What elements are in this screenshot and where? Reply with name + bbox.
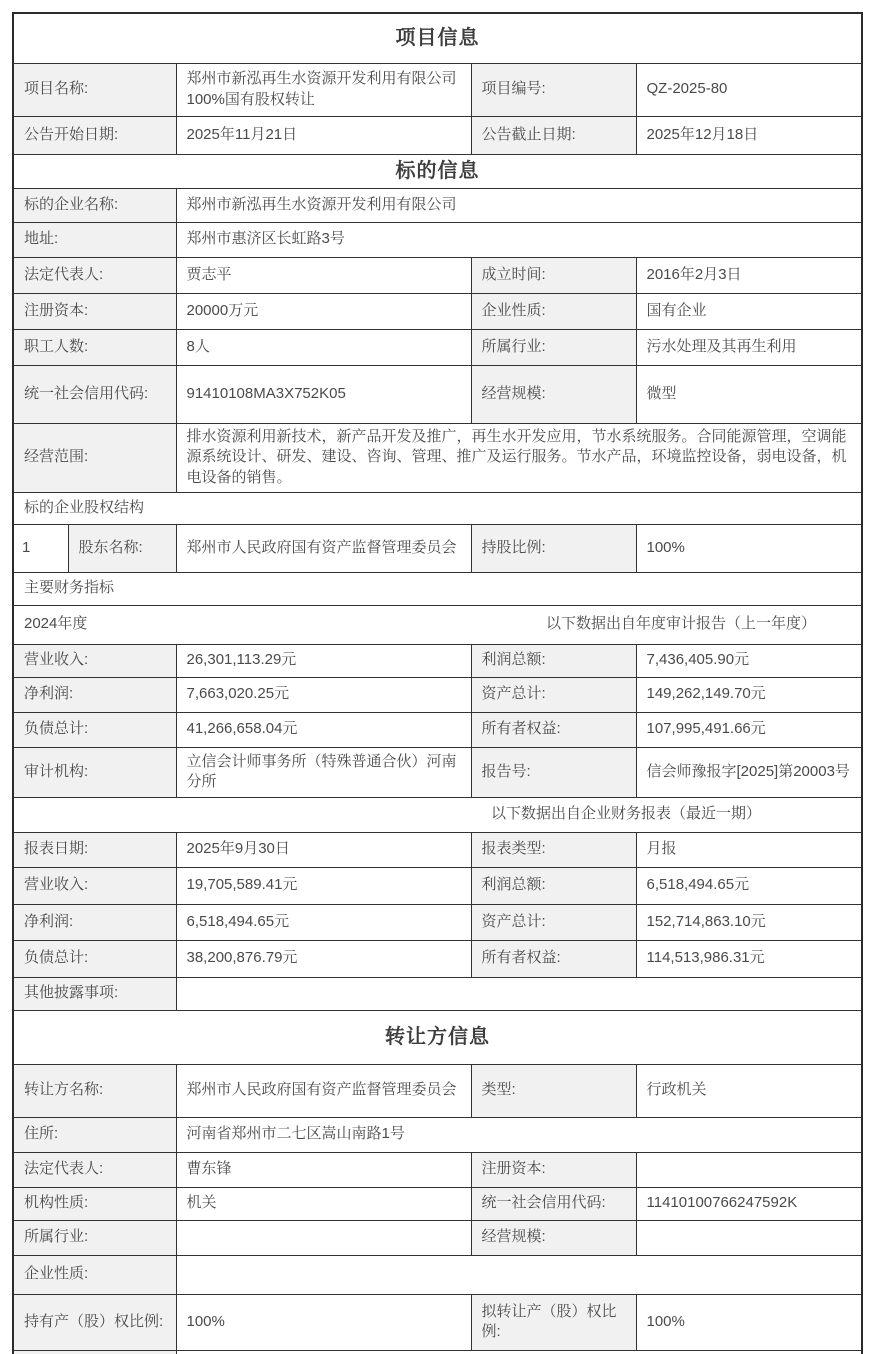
field-label: 营业收入: bbox=[13, 867, 176, 904]
finance-title: 主要财务指标 bbox=[13, 572, 862, 605]
field-label: 项目编号: bbox=[471, 63, 636, 116]
row-audit-source bbox=[13, 605, 862, 644]
field-label: 经营规模: bbox=[471, 1220, 636, 1255]
field-label: 统一社会信用代码: bbox=[13, 365, 176, 423]
field-value: 2025年12月18日 bbox=[636, 116, 862, 154]
audit-source-note: 以下数据出自年度审计报告（上一年度） bbox=[546, 615, 817, 633]
field-label: 转让方名称: bbox=[13, 1064, 176, 1117]
field-value: 91410108MA3X752K05 bbox=[176, 365, 471, 423]
field-value: 8人 bbox=[176, 329, 471, 365]
field-value: 郑州市新泓再生水资源开发利用有限公司 bbox=[176, 188, 862, 222]
audit-source-cell bbox=[13, 605, 862, 644]
section-header-transferor bbox=[13, 1010, 862, 1064]
field-label: 地址: bbox=[13, 222, 176, 257]
row-target-name bbox=[13, 188, 862, 222]
row-business-scope bbox=[13, 423, 862, 492]
audit-year: 2024年度 bbox=[24, 615, 88, 633]
row-transferor-ent-nature bbox=[13, 1255, 862, 1294]
field-value bbox=[176, 977, 862, 1010]
field-label: 所有者权益: bbox=[471, 940, 636, 977]
row-transferor-name bbox=[13, 1064, 862, 1117]
field-label: 利润总额: bbox=[471, 867, 636, 904]
row-shareholder bbox=[13, 524, 862, 572]
field-value: 19,705,589.41元 bbox=[176, 867, 471, 904]
field-value: 6,518,494.65元 bbox=[636, 867, 862, 904]
field-label: 经营规模: bbox=[471, 365, 636, 423]
field-value: 月报 bbox=[636, 832, 862, 867]
row-audit-netprofit bbox=[13, 677, 862, 712]
row-transferor-industry bbox=[13, 1220, 862, 1255]
row-report-date bbox=[13, 832, 862, 867]
field-value: 100% bbox=[636, 524, 862, 572]
shareholder-index: 1 bbox=[13, 524, 68, 572]
field-value: 7,436,405.90元 bbox=[636, 644, 862, 677]
field-label: 持股比例: bbox=[471, 524, 636, 572]
field-value bbox=[176, 1350, 862, 1354]
row-reg-capital bbox=[13, 293, 862, 329]
field-label: 资产总计: bbox=[471, 904, 636, 940]
field-label: 利润总额: bbox=[471, 644, 636, 677]
row-equity-title bbox=[13, 492, 862, 524]
field-value: 2016年2月3日 bbox=[636, 257, 862, 293]
row-target-address bbox=[13, 222, 862, 257]
field-label: 经营范围: bbox=[13, 423, 176, 492]
field-value: 郑州市新泓再生水资源开发利用有限公司100%国有股权转让 bbox=[176, 63, 471, 116]
field-label: 企业性质: bbox=[471, 293, 636, 329]
field-label: 所属行业: bbox=[13, 1220, 176, 1255]
field-label: 统一社会信用代码: bbox=[471, 1187, 636, 1220]
field-value: 污水处理及其再生利用 bbox=[636, 329, 862, 365]
field-label: 持有产（股）权比例: bbox=[13, 1294, 176, 1350]
field-label: 法定代表人: bbox=[13, 1152, 176, 1187]
field-label: 职工人数: bbox=[13, 329, 176, 365]
row-transferor-legal-rep bbox=[13, 1152, 862, 1187]
field-value bbox=[636, 1152, 862, 1187]
section-header-target bbox=[13, 154, 862, 188]
section-title-project: 项目信息 bbox=[13, 13, 862, 63]
field-label: 标的企业名称: bbox=[13, 188, 176, 222]
row-finance-title bbox=[13, 572, 862, 605]
field-value: 贾志平 bbox=[176, 257, 471, 293]
field-value: 107,995,491.66元 bbox=[636, 712, 862, 747]
field-value: 2025年9月30日 bbox=[176, 832, 471, 867]
field-label: 成立时间: bbox=[471, 257, 636, 293]
field-value: 100% bbox=[176, 1294, 471, 1350]
field-label: 项目名称: bbox=[13, 63, 176, 116]
field-label: 公告开始日期: bbox=[13, 116, 176, 154]
field-value: 100% bbox=[636, 1294, 862, 1350]
field-value bbox=[636, 1220, 862, 1255]
field-value: 郑州市人民政府国有资产监督管理委员会 bbox=[176, 524, 471, 572]
field-label: 注册资本: bbox=[13, 293, 176, 329]
field-value: 6,518,494.65元 bbox=[176, 904, 471, 940]
field-label: 机构性质: bbox=[13, 1187, 176, 1220]
section-title-target: 标的信息 bbox=[13, 154, 862, 188]
row-audit-agency bbox=[13, 747, 862, 797]
equity-structure-title: 标的企业股权结构 bbox=[13, 492, 862, 524]
row-audit-liability bbox=[13, 712, 862, 747]
field-value: 机关 bbox=[176, 1187, 471, 1220]
field-value: 立信会计师事务所（特殊普通合伙）河南分所 bbox=[176, 747, 471, 797]
field-value: 信会师豫报字[2025]第20003号 bbox=[636, 747, 862, 797]
field-label: 类型: bbox=[471, 1064, 636, 1117]
field-value: 2025年11月21日 bbox=[176, 116, 471, 154]
field-label: 资产总计: bbox=[471, 677, 636, 712]
field-value bbox=[176, 1255, 862, 1294]
field-value: 11410100766247592K bbox=[636, 1187, 862, 1220]
field-label: 负债总计: bbox=[13, 940, 176, 977]
field-label: 负债总计: bbox=[13, 712, 176, 747]
row-staff bbox=[13, 329, 862, 365]
field-label bbox=[13, 1350, 176, 1354]
row-other-disclosure bbox=[13, 977, 862, 1010]
field-value: 微型 bbox=[636, 365, 862, 423]
field-value: 41,266,658.04元 bbox=[176, 712, 471, 747]
field-label: 报表类型: bbox=[471, 832, 636, 867]
field-label: 公告截止日期: bbox=[471, 116, 636, 154]
row-report-liability bbox=[13, 940, 862, 977]
field-label: 其他披露事项: bbox=[13, 977, 176, 1010]
row-legal-rep bbox=[13, 257, 862, 293]
field-label: 法定代表人: bbox=[13, 257, 176, 293]
field-label: 审计机构: bbox=[13, 747, 176, 797]
field-label: 股东名称: bbox=[68, 524, 176, 572]
field-value: 行政机关 bbox=[636, 1064, 862, 1117]
field-value: 曹东锋 bbox=[176, 1152, 471, 1187]
row-ratio bbox=[13, 1294, 862, 1350]
field-value: 郑州市人民政府国有资产监督管理委员会 bbox=[176, 1064, 471, 1117]
field-label: 报告号: bbox=[471, 747, 636, 797]
row-project-name bbox=[13, 63, 862, 116]
row-announce-dates bbox=[13, 116, 862, 154]
field-value: 149,262,149.70元 bbox=[636, 677, 862, 712]
field-value: 郑州市惠济区长虹路3号 bbox=[176, 222, 862, 257]
field-value: 152,714,863.10元 bbox=[636, 904, 862, 940]
field-value bbox=[176, 1220, 471, 1255]
row-report-netprofit bbox=[13, 904, 862, 940]
field-label: 营业收入: bbox=[13, 644, 176, 677]
field-label: 拟转让产（股）权比例: bbox=[471, 1294, 636, 1350]
field-value: 20000万元 bbox=[176, 293, 471, 329]
field-value: 26,301,113.29元 bbox=[176, 644, 471, 677]
field-label: 所有者权益: bbox=[471, 712, 636, 747]
field-value: 7,663,020.25元 bbox=[176, 677, 471, 712]
field-value: 河南省郑州市二七区嵩山南路1号 bbox=[176, 1117, 862, 1152]
field-value: 114,513,986.31元 bbox=[636, 940, 862, 977]
field-label: 住所: bbox=[13, 1117, 176, 1152]
field-value: 国有企业 bbox=[636, 293, 862, 329]
field-label: 所属行业: bbox=[471, 329, 636, 365]
field-value: QZ-2025-80 bbox=[636, 63, 862, 116]
row-credit-code bbox=[13, 365, 862, 423]
field-value: 38,200,876.79元 bbox=[176, 940, 471, 977]
row-audit-revenue bbox=[13, 644, 862, 677]
section-header-project bbox=[13, 13, 862, 63]
field-label: 报表日期: bbox=[13, 832, 176, 867]
row-report-revenue bbox=[13, 867, 862, 904]
field-label: 注册资本: bbox=[471, 1152, 636, 1187]
row-report-source bbox=[13, 797, 862, 832]
field-label: 净利润: bbox=[13, 904, 176, 940]
project-info-table bbox=[12, 12, 863, 1354]
row-partial-clipped bbox=[13, 1350, 862, 1354]
row-transferor-address bbox=[13, 1117, 862, 1152]
field-label: 企业性质: bbox=[13, 1255, 176, 1294]
report-source-note: 以下数据出自企业财务报表（最近一期） bbox=[13, 797, 862, 832]
field-label: 净利润: bbox=[13, 677, 176, 712]
field-value: 排水资源利用新技术，新产品开发及推广，再生水开发应用，节水系统服务。合同能源管理，空调能源系统设计、研发、建设、咨询、管理、推广及运行服务。节水产品，环境监控设备，弱电设备，机电设备的销售。 bbox=[176, 423, 862, 492]
row-transferor-org-nature bbox=[13, 1187, 862, 1220]
section-title-transferor: 转让方信息 bbox=[13, 1010, 862, 1064]
